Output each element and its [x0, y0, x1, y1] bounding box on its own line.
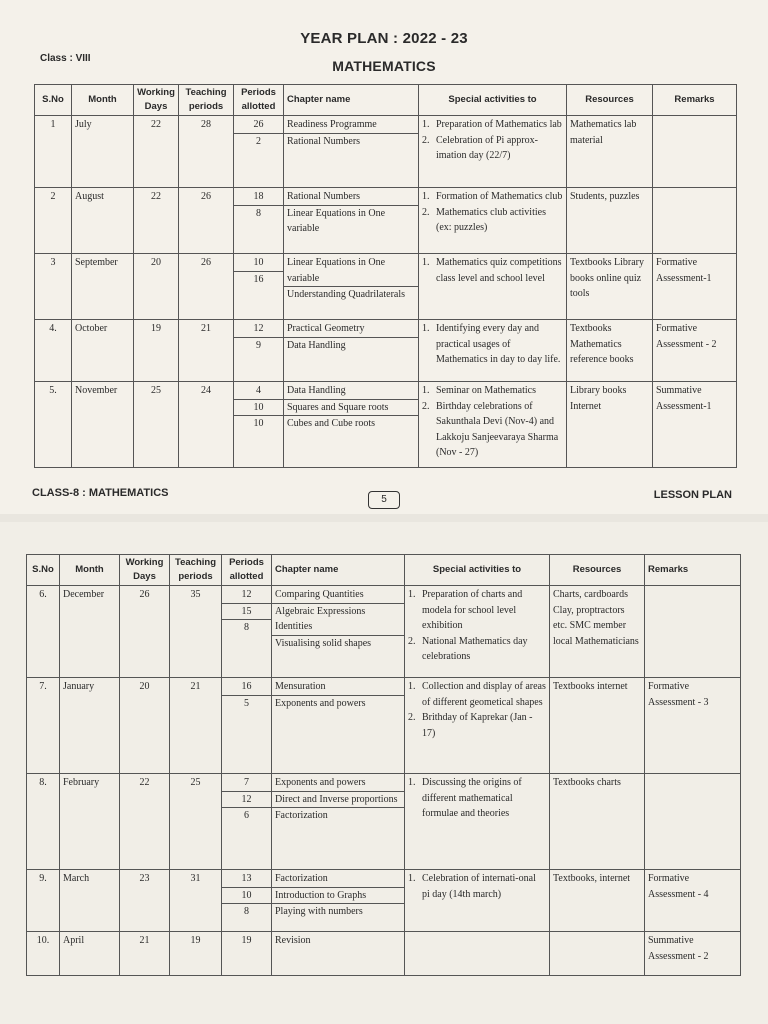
period-value: 10: [222, 887, 271, 904]
chapter-name: Readiness Programme: [287, 119, 377, 130]
table-row: [35, 320, 737, 382]
cell-remarks: [645, 774, 741, 870]
activity-number: 1.: [422, 119, 430, 130]
cell-working-days: 20: [134, 254, 179, 320]
cell-teaching-periods: 26: [179, 254, 234, 320]
cell-remarks: Formative Assessment - 2: [653, 320, 737, 382]
chapter-name: Practical Geometry: [287, 323, 365, 334]
activity-text: Brithday of Kaprekar (Jan - 17): [422, 712, 533, 739]
cell-month: January: [60, 678, 120, 774]
activity-number: 1.: [422, 385, 430, 396]
header-sno: S.No: [35, 85, 72, 116]
activity-item: [422, 383, 563, 399]
cell-chapters: [284, 116, 419, 188]
period-value: 10: [234, 399, 283, 416]
cell-periods-allotted: [234, 254, 284, 320]
period-value: 16: [234, 271, 283, 288]
cell-remarks: Summative Assessment-1: [653, 382, 737, 468]
activity-text: Identifying every day and practical usages of Mathematics in day to day life.: [436, 323, 561, 365]
cell-teaching-periods: 31: [170, 870, 222, 932]
chapter-name: Data Handling: [287, 385, 346, 396]
table-row: [35, 382, 737, 468]
cell-sno: 1: [35, 116, 72, 188]
cell-working-days: 23: [120, 870, 170, 932]
chapter-name: Rational Numbers: [287, 191, 361, 202]
activity-text: Mathematics quiz competitions class level and school level: [436, 257, 562, 284]
period-value: 15: [222, 603, 271, 620]
cell-periods-allotted: [234, 320, 284, 382]
cell-resources: Textbooks Library books online quiz tools: [567, 254, 653, 320]
cell-periods-allotted: [222, 870, 272, 932]
cell-chapters: [272, 932, 405, 976]
period-value: 16: [241, 681, 252, 692]
activity-text: Celebration of Pi approx-imation day (22/7): [436, 134, 538, 161]
chapter-name: Exponents and powers: [272, 695, 404, 712]
cell-sno: 6.: [27, 586, 60, 678]
activity-number: 2.: [422, 206, 430, 218]
cell-working-days: 22: [120, 774, 170, 870]
cell-working-days: 20: [120, 678, 170, 774]
period-value: 12: [241, 589, 252, 600]
chapter-name: Linear Equations in One variable: [287, 257, 386, 284]
header-working-days: Working Days: [120, 555, 170, 586]
cell-resources: Charts, cardboards Clay, proptractors etc. SMC member local Mathematicians: [550, 586, 645, 678]
cell-special-activities: [419, 320, 567, 382]
table-row: [27, 774, 741, 870]
activity-number: 2.: [408, 712, 416, 723]
cell-remarks: [645, 586, 741, 678]
header-sno: S.No: [27, 555, 60, 586]
period-value: 8: [222, 619, 271, 636]
period-value: 2: [234, 133, 283, 150]
cell-periods-allotted: [222, 678, 272, 774]
year-plan-table-top: [34, 84, 737, 468]
header-remarks: Remarks: [653, 85, 737, 116]
activity-number: 1.: [422, 323, 430, 334]
cell-resources: Textbooks, internet: [550, 870, 645, 932]
activity-number: 1.: [408, 873, 416, 884]
header-working-days: Working Days: [134, 85, 179, 116]
table-row: [35, 116, 737, 188]
cell-teaching-periods: 21: [179, 320, 234, 382]
cell-month: December: [60, 586, 120, 678]
activity-text: Preparation of charts and modela for school level exhibition: [422, 589, 523, 631]
activity-number: 2.: [422, 134, 430, 146]
period-value: 8: [222, 903, 271, 920]
table-row: [27, 870, 741, 932]
cell-sno: 5.: [35, 382, 72, 468]
activity-item: [408, 634, 546, 665]
table-row: [27, 586, 741, 678]
table-row: [35, 188, 737, 254]
header-periods-allotted: Periods allotted: [234, 85, 284, 116]
activity-text: Collection and display of areas of different geometical shapes: [422, 681, 546, 708]
activity-item: [408, 710, 546, 741]
activity-text: Seminar on Mathematics: [436, 385, 536, 396]
cell-remarks: [653, 188, 737, 254]
activity-number: 1.: [422, 257, 430, 268]
cell-special-activities: [419, 188, 567, 254]
chapter-name: Visualising solid shapes: [272, 635, 404, 652]
activity-item: [408, 679, 546, 710]
cell-chapters: [272, 870, 405, 932]
period-value: 10: [234, 415, 283, 432]
cell-month: February: [60, 774, 120, 870]
cell-special-activities: [405, 774, 550, 870]
header-month: Month: [60, 555, 120, 586]
cell-teaching-periods: 28: [179, 116, 234, 188]
header-chapter: Chapter name: [272, 555, 405, 586]
cell-sno: 4.: [35, 320, 72, 382]
table-row: [27, 932, 741, 976]
table-row: [27, 678, 741, 774]
period-value: 13: [241, 873, 252, 884]
activity-text: Formation of Mathematics club: [436, 191, 563, 202]
cell-month: August: [72, 188, 134, 254]
header-special-activities: Special activities to: [405, 555, 550, 586]
page-bottom: [0, 522, 768, 1024]
activity-text: Preparation of Mathematics lab: [436, 119, 562, 130]
cell-resources: Library books Internet: [567, 382, 653, 468]
cell-sno: 2: [35, 188, 72, 254]
chapter-name: Understanding Quadrilaterals: [284, 286, 418, 303]
cell-working-days: 22: [134, 116, 179, 188]
cell-periods-allotted: [222, 586, 272, 678]
activity-text: Birthday celebrations of Sakunthala Devi (Nov-4) and Lakkoju Sanjeevaraya Sharma (Nov - 27): [436, 400, 559, 458]
cell-chapters: [272, 586, 405, 678]
activity-number: 1.: [408, 681, 416, 692]
period-value: 5: [222, 695, 271, 712]
cell-sno: 8.: [27, 774, 60, 870]
period-value: 18: [253, 191, 264, 202]
chapter-name: Factorization: [272, 807, 404, 824]
cell-special-activities: [419, 254, 567, 320]
header-special-activities: Special activities to: [419, 85, 567, 116]
subject-heading: MATHEMATICS: [332, 58, 436, 74]
activity-text: Discussing the origins of different mathematical formulae and theories: [422, 777, 522, 819]
cell-month: July: [72, 116, 134, 188]
period-value: 4: [256, 385, 261, 396]
cell-special-activities: [405, 586, 550, 678]
table-header-row: [35, 85, 737, 116]
cell-month: October: [72, 320, 134, 382]
activity-item: [408, 775, 546, 822]
cell-periods-allotted: [234, 382, 284, 468]
cell-sno: 10.: [27, 932, 60, 976]
cell-chapters: [284, 188, 419, 254]
activity-text: National Mathematics day celebrations: [422, 635, 528, 662]
cell-periods-allotted: [234, 116, 284, 188]
cell-month: November: [72, 382, 134, 468]
page-number: 5: [368, 491, 400, 509]
cell-teaching-periods: 25: [170, 774, 222, 870]
chapter-name: Linear Equations in One variable: [284, 205, 418, 237]
cell-sno: 7.: [27, 678, 60, 774]
activity-item: [422, 321, 563, 368]
cell-periods-allotted: [234, 188, 284, 254]
cell-periods-allotted: [222, 774, 272, 870]
header-resources: Resources: [567, 85, 653, 116]
chapter-name: Comparing Quantities: [275, 589, 364, 600]
activity-number: 1.: [422, 191, 430, 202]
activity-item: [422, 399, 563, 461]
period-value: 8: [234, 205, 283, 222]
header-chapter: Chapter name: [284, 85, 419, 116]
header-teaching-periods: Teaching periods: [170, 555, 222, 586]
cell-chapters: [284, 254, 419, 320]
cell-chapters: [284, 382, 419, 468]
cell-chapters: [272, 774, 405, 870]
cell-remarks: Formative Assessment - 4: [645, 870, 741, 932]
cell-resources: Textbooks charts: [550, 774, 645, 870]
chapter-name: Algebraic Expressions Identities: [272, 603, 404, 635]
activity-item: [408, 587, 546, 634]
cell-special-activities: [405, 870, 550, 932]
cell-remarks: Formative Assessment - 3: [645, 678, 741, 774]
cell-special-activities: [419, 382, 567, 468]
activity-text: Celebration of internati-onal pi day (14th march): [422, 873, 536, 900]
cell-working-days: 19: [134, 320, 179, 382]
period-value: 19: [241, 935, 252, 946]
cell-resources: Textbooks internet: [550, 678, 645, 774]
table-header-row: [27, 555, 741, 586]
chapter-name: Playing with numbers: [272, 903, 404, 920]
cell-chapters: [272, 678, 405, 774]
chapter-name: Rational Numbers: [284, 133, 418, 150]
header-remarks: Remarks: [645, 555, 741, 586]
cell-teaching-periods: 21: [170, 678, 222, 774]
chapter-name: Introduction to Graphs: [272, 887, 404, 904]
cell-special-activities: [419, 116, 567, 188]
chapter-name: Cubes and Cube roots: [284, 415, 418, 432]
activity-item: [422, 189, 563, 205]
activity-number: 2.: [408, 635, 416, 647]
cell-working-days: 22: [134, 188, 179, 254]
cell-resources: Textbooks Mathematics reference books: [567, 320, 653, 382]
header-periods-allotted: Periods allotted: [222, 555, 272, 586]
cell-month: March: [60, 870, 120, 932]
class-label: Class : VIII: [40, 53, 91, 64]
activity-item: [422, 117, 563, 133]
header-month: Month: [72, 85, 134, 116]
activity-item: [422, 133, 563, 164]
cell-teaching-periods: 35: [170, 586, 222, 678]
period-value: 6: [222, 807, 271, 824]
table-body-bottom: [27, 586, 741, 976]
activity-number: 1.: [408, 777, 416, 788]
chapter-name: Exponents and powers: [275, 777, 366, 788]
chapter-name: Revision: [275, 935, 311, 946]
activity-number: 2.: [422, 400, 430, 412]
activity-item: [408, 871, 546, 902]
table-row: [35, 254, 737, 320]
cell-teaching-periods: 24: [179, 382, 234, 468]
cell-sno: 3: [35, 254, 72, 320]
cell-remarks: Formative Assessment-1: [653, 254, 737, 320]
cell-working-days: 25: [134, 382, 179, 468]
year-plan-heading: YEAR PLAN : 2022 - 23: [300, 30, 468, 47]
activity-item: [422, 205, 563, 236]
chapter-name: Factorization: [275, 873, 328, 884]
table-body-top: [35, 116, 737, 468]
footer-lesson-plan: LESSON PLAN: [653, 489, 732, 501]
cell-resources: [550, 932, 645, 976]
cell-resources: Students, puzzles: [567, 188, 653, 254]
footer-class-subject: CLASS-8 : MATHEMATICS: [32, 487, 169, 499]
year-plan-table-bottom: [26, 554, 741, 976]
cell-remarks: [653, 116, 737, 188]
cell-remarks: Summative Assessment - 2: [645, 932, 741, 976]
cell-working-days: 26: [120, 586, 170, 678]
activity-number: 1.: [408, 589, 416, 600]
chapter-name: Data Handling: [284, 337, 418, 354]
activity-item: [422, 255, 563, 286]
header-teaching-periods: Teaching periods: [179, 85, 234, 116]
cell-teaching-periods: 19: [170, 932, 222, 976]
period-value: 12: [253, 323, 264, 334]
cell-special-activities: [405, 932, 550, 976]
period-value: 26: [253, 119, 264, 130]
period-value: 12: [222, 791, 271, 808]
cell-month: April: [60, 932, 120, 976]
chapter-name: Mensuration: [275, 681, 326, 692]
period-value: 9: [234, 337, 283, 354]
cell-sno: 9.: [27, 870, 60, 932]
header-resources: Resources: [550, 555, 645, 586]
cell-working-days: 21: [120, 932, 170, 976]
cell-month: September: [72, 254, 134, 320]
cell-teaching-periods: 26: [179, 188, 234, 254]
chapter-name: Squares and Square roots: [284, 399, 418, 416]
activity-text: Mathematics club activities (ex: puzzles): [436, 206, 546, 233]
chapter-name: Direct and Inverse proportions: [272, 791, 404, 808]
cell-periods-allotted: [222, 932, 272, 976]
cell-resources: Mathematics lab material: [567, 116, 653, 188]
cell-special-activities: [405, 678, 550, 774]
period-value: 7: [244, 777, 249, 788]
cell-chapters: [284, 320, 419, 382]
period-value: 10: [253, 257, 264, 268]
